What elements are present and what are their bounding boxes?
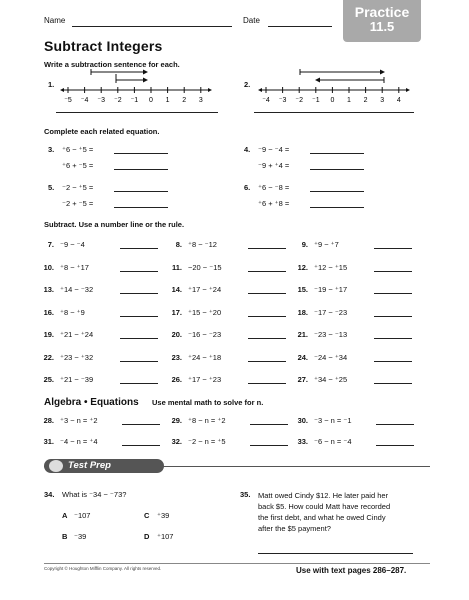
item-3-eq-2: ⁺6 + ⁻5 = [62,161,94,170]
item-5-eq-2: ⁻2 + ⁻5 = [62,199,94,208]
subtract-problem-number: 25. [43,375,54,384]
subtract-problem-number: 17. [171,307,182,317]
subtract-problem-number: 8. [175,240,182,249]
item-4-number: 4. [244,145,251,154]
subtract-problem-number: 23. [171,352,182,362]
q35-line: after the $5 payment? [258,524,331,533]
number-line-1-tick-label: 0 [149,97,153,104]
subtract-problem-expression: ⁺8 − ⁺9 [60,307,85,317]
q34-number: 34. [44,490,55,499]
subtract-problem-expression: ⁺15 − ⁺20 [188,307,222,317]
subtract-problem-expression: ⁻23 − ⁻13 [314,330,348,339]
item-4-answer-2[interactable] [310,169,364,170]
subtract-problem-number: 24. [297,352,308,362]
subtract-problem-expression: ⁻24 − ⁺34 [314,352,348,362]
text-pages-reference: Use with text pages 286–287. [296,566,407,575]
subtract-problem-number: 12. [297,262,308,272]
subtract-problem-answer-line[interactable] [374,338,412,339]
subtract-problem-number: 11. [171,262,182,272]
subtract-problem-answer-line[interactable] [120,338,158,339]
subtract-problem-answer-line[interactable] [248,248,286,249]
subtract-problem-number: 13. [43,285,54,294]
subtract-problem-expression: −20 − ⁻15 [188,262,222,272]
practice-badge [343,0,421,42]
subtract-problem-expression: ⁺8 − ⁻12 [188,240,217,249]
number-line-1 [58,68,218,106]
equation-problem-expression: ⁺8 − n = ⁺2 [188,416,226,425]
q35-number: 35. [240,490,251,499]
subtract-problem-expression: ⁺34 − ⁺25 [314,375,348,384]
q35-text [258,490,390,534]
equation-problem-answer-line[interactable] [376,424,414,425]
q34-choice-d-letter[interactable]: D [144,532,150,541]
number-line-1-tick-label: 1 [165,97,170,104]
number-line-1-tick-label: ⁻4 [80,97,89,104]
section2-instruction: Complete each related equation. [44,127,160,136]
q34-choice-c-letter[interactable]: C [144,511,150,520]
number-line-1-tick-label: ⁻5 [64,97,72,104]
number-line-1-tick-label: 3 [198,97,203,104]
copyright-text: Copyright © Houghton Mifflin Company. All rights reserved. [44,566,162,571]
subtract-problem-expression: ⁺23 − ⁺32 [60,352,94,362]
subtract-problem-answer-line[interactable] [120,248,158,249]
answer-line-2[interactable] [254,112,414,113]
item-3-number: 3. [48,145,55,154]
answer-line-1[interactable] [56,112,218,113]
q35-line: back $5. How could Matt have recorded [258,502,391,511]
subtract-problem-answer-line[interactable] [374,316,412,317]
q34-choice-a-value: ⁻107 [74,511,91,520]
subtract-problem-number: 27. [297,375,308,384]
subtract-problem-number: 7. [47,240,54,249]
subtract-problem-answer-line[interactable] [248,293,286,294]
subtract-problem-number: 20. [171,330,182,339]
number-line-1-tick-label: ⁻1 [130,97,139,104]
subtract-problem-number: 19. [43,330,54,339]
subtract-problem-answer-line[interactable] [120,383,158,384]
number-line-2-tick-label: 4 [396,97,401,104]
equation-problem-answer-line[interactable] [122,445,160,446]
number-line-2-tick-label: ⁻4 [262,97,270,104]
item-6-eq-1: ⁺6 − ⁻8 = [258,183,290,192]
q35-line: Matt owed Cindy $12. He later paid her [258,491,389,500]
number-line-1-tick-label: ⁻3 [97,97,105,104]
item-3-eq-1: ⁺6 − ⁺5 = [62,145,94,154]
item-5-number: 5. [48,183,55,192]
section4-title: Algebra • Equations [44,397,139,408]
subtract-problem-expression: ⁻19 − ⁺17 [314,285,348,294]
item-4-eq-1: ⁻9 − ⁻4 = [258,145,290,154]
q35-answer-line[interactable] [258,553,413,554]
section3-instruction: Subtract. Use a number line or the rule. [44,220,185,229]
subtract-problem-answer-line[interactable] [374,383,412,384]
item-6-answer-1[interactable] [310,191,364,192]
subtract-problem-answer-line[interactable] [120,271,158,272]
item-6-number: 6. [244,183,251,192]
subtract-problem-expression: ⁺9 − ⁺7 [314,240,339,249]
subtract-problem-answer-line[interactable] [248,316,286,317]
equation-problem-expression: ⁻2 − n = ⁺5 [188,437,226,446]
equation-problem-number: 31. [43,437,54,446]
subtract-problem-answer-line[interactable] [120,361,158,362]
subtract-problem-number: 9. [301,240,308,249]
subtract-problem-answer-line[interactable] [248,383,286,384]
number-line-2 [256,68,416,106]
item-1-number: 1. [48,80,55,89]
subtract-problem-answer-line[interactable] [374,293,412,294]
footer-rule [44,563,430,564]
subtract-problem-answer-line[interactable] [248,361,286,362]
equation-problem-answer-line[interactable] [376,445,414,446]
subtract-problem-number: 14. [171,285,182,294]
subtract-problem-expression: ⁻9 − ⁻4 [60,240,85,249]
q34-choice-b-letter[interactable]: B [62,532,68,541]
number-line-1-tick-label: ⁻2 [114,97,122,104]
subtract-problem-answer-line[interactable] [374,248,412,249]
equation-problem-answer-line[interactable] [250,424,288,425]
subtract-problem-expression: ⁺14 − ⁻32 [60,285,94,294]
equation-problem-answer-line[interactable] [250,445,288,446]
pencil-icon [49,460,63,472]
item-4-eq-2: ⁻9 + ⁺4 = [258,161,290,170]
subtract-problem-number: 26. [171,375,182,384]
q34-choice-d-value: ⁺107 [157,532,174,541]
subtract-problem-expression: ⁻17 − ⁻23 [314,307,348,317]
item-5-answer-2[interactable] [114,207,168,208]
equation-problem-number: 33. [297,437,308,446]
badge-line2: 11.5 [369,19,395,34]
equation-problem-number: 28. [43,416,54,425]
item-5-answer-1[interactable] [114,191,168,192]
subtract-problem-answer-line[interactable] [120,293,158,294]
equation-problem-number: 29. [171,416,182,425]
equation-problem-expression: ⁻6 − n = ⁻4 [314,437,352,446]
item-3-answer-2[interactable] [114,169,168,170]
q34-choice-c-value: ⁺39 [157,511,170,520]
item-2-number: 2. [244,80,251,89]
number-line-2-tick-label: 3 [380,97,385,104]
page-title: Subtract Integers [44,38,163,54]
item-3-answer-1[interactable] [114,153,168,154]
test-prep-label: Test Prep [68,460,111,471]
item-5-eq-1: ⁻2 − ⁺5 = [62,183,94,192]
badge-line1: Practice [354,4,410,20]
number-line-2-tick-label: ⁻2 [295,97,303,104]
subtract-problem-number: 22. [43,352,54,362]
number-line-2-tick-label: 2 [363,97,368,104]
subtract-problem-number: 21. [297,330,308,339]
item-4-answer-1[interactable] [310,153,364,154]
item-6-answer-2[interactable] [310,207,364,208]
name-label: Name [44,16,66,25]
q34-question: What is ⁻34 − ⁻73? [62,490,127,499]
section4-instruction: Use mental math to solve for n. [152,398,264,407]
equation-problem-expression: ⁺3 − n = ⁺2 [60,416,98,425]
number-line-2-tick-label: ⁻1 [312,97,320,104]
subtract-problem-answer-line[interactable] [120,316,158,317]
equation-problem-expression: ⁻3 − n = ⁻1 [314,416,352,425]
subtract-problem-expression: ⁺24 − ⁺18 [188,352,222,362]
subtract-problem-number: 16. [43,307,54,317]
equation-problem-number: 32. [171,437,182,446]
subtract-problem-number: 15. [297,285,308,294]
equation-problem-number: 30. [297,416,308,425]
section1-instruction: Write a subtraction sentence for each. [44,60,180,69]
date-field[interactable] [268,26,332,27]
test-prep-banner [44,459,164,473]
subtract-problem-expression: ⁺8 − ⁺17 [60,262,89,272]
subtract-problem-expression: ⁺17 − ⁺23 [188,375,222,384]
q34-choice-a-letter[interactable]: A [62,511,68,520]
number-line-2-tick-label: 1 [347,97,351,104]
number-line-2-tick-label: ⁻3 [278,97,287,104]
subtract-problem-expression: ⁺12 − ⁺15 [314,262,348,272]
q34-choice-b-value: ⁻39 [74,532,87,541]
subtract-problem-answer-line[interactable] [374,361,412,362]
q35-line: the first debt, and what he owed Cindy [258,513,386,522]
date-label: Date [243,16,260,25]
item-6-eq-2: ⁺6 + ⁺8 = [258,199,290,208]
subtract-problem-answer-line[interactable] [374,271,412,272]
subtract-problem-answer-line[interactable] [248,338,286,339]
subtract-problem-expression: ⁺17 − ⁺24 [188,285,222,294]
name-field[interactable] [72,26,232,27]
subtract-problem-expression: ⁺21 − ⁺24 [60,330,94,339]
subtract-problem-expression: ⁺21 − ⁻39 [60,375,94,384]
equation-problem-expression: ⁻4 − n = ⁺4 [60,437,98,446]
equation-problem-answer-line[interactable] [122,424,160,425]
subtract-problem-expression: ⁻16 − ⁻23 [188,330,222,339]
number-line-1-tick-label: 2 [182,97,187,104]
number-line-2-tick-label: 0 [330,97,335,104]
subtract-problem-number: 18. [297,307,308,317]
subtract-problem-number: 10. [43,262,54,272]
subtract-problem-answer-line[interactable] [248,271,286,272]
